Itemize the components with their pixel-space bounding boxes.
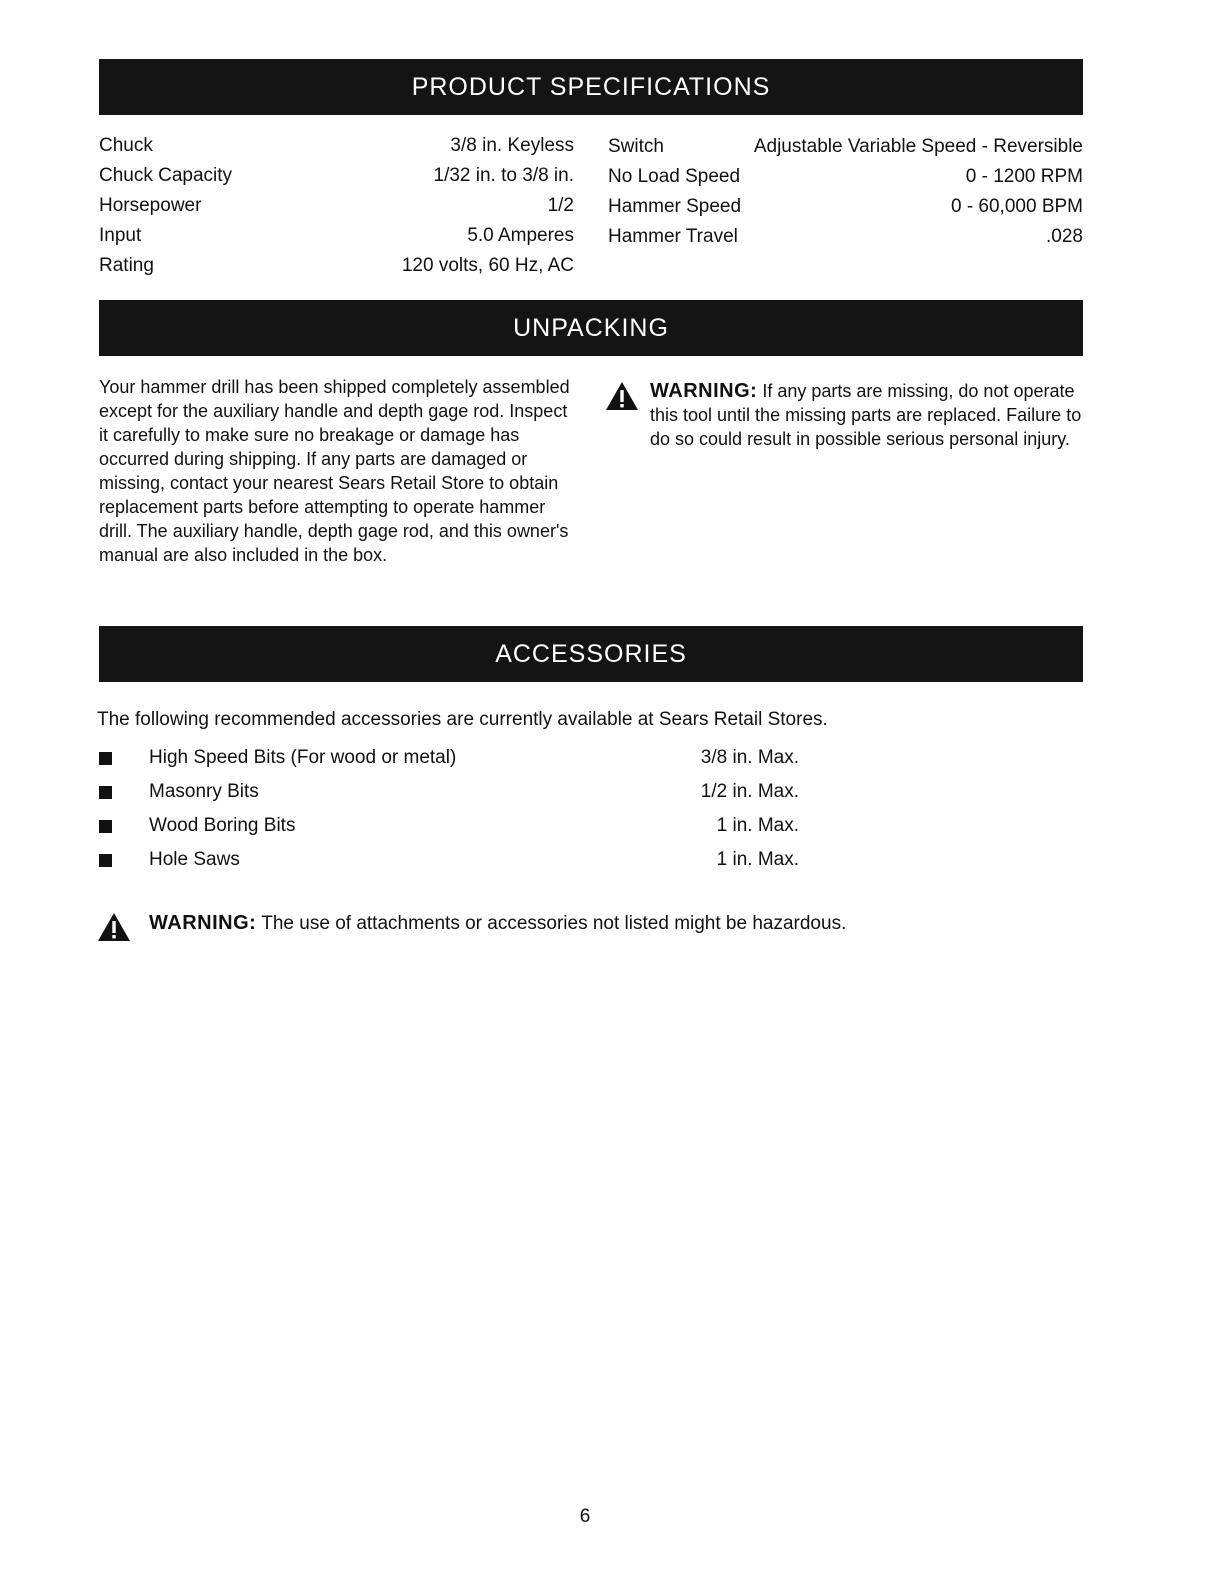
square-bullet-icon [99, 854, 112, 867]
spec-row [99, 131, 574, 161]
square-bullet-icon [99, 820, 112, 833]
spec-label: Input [99, 225, 142, 246]
spec-value: 3/8 in. Keyless [450, 135, 574, 156]
unpacking-warning [650, 379, 1090, 451]
accessories-list [97, 741, 817, 877]
spec-row [608, 162, 1083, 192]
spec-label: Horsepower [99, 195, 202, 216]
accessory-size: 1 in. Max. [716, 849, 799, 870]
accessories-intro: The following recommended accessories are currently available at Sears Retail Stores. [97, 709, 828, 730]
spec-row [99, 191, 574, 221]
spec-label: Rating [99, 255, 154, 276]
list-item [97, 843, 817, 877]
list-item [97, 809, 817, 843]
spec-value: 1/32 in. to 3/8 in. [433, 165, 574, 186]
spec-value: Adjustable Variable Speed - Reversible [753, 136, 1083, 157]
warning-label: WARNING: [650, 380, 758, 402]
spec-row [99, 221, 574, 251]
spec-label: Chuck Capacity [99, 165, 233, 186]
warning-triangle-icon [605, 381, 639, 411]
warning-text: If any parts are missing, do not operate this tool until the missing parts are replaced. Failure to do so could result in possible serious personal injury. [650, 381, 1082, 449]
accessories-heading: ACCESSORIES [99, 626, 1083, 682]
spec-table-right [608, 132, 1083, 252]
spec-value: 0 - 60,000 BPM [950, 196, 1083, 217]
accessory-name: Wood Boring Bits [149, 815, 296, 836]
spec-value: 120 volts, 60 Hz, AC [401, 255, 574, 276]
warning-text: The use of attachments or accessories not listed might be hazardous. [256, 913, 847, 934]
square-bullet-icon [99, 752, 112, 765]
spec-label: Chuck [99, 135, 153, 156]
accessory-name: Masonry Bits [149, 781, 259, 802]
spec-value: 0 - 1200 RPM [965, 166, 1083, 187]
spec-value: 1/2 [547, 195, 574, 216]
square-bullet-icon [99, 786, 112, 799]
warning-label: WARNING: [149, 912, 257, 934]
accessory-size: 1 in. Max. [716, 815, 799, 836]
spec-row [608, 132, 1083, 162]
spec-label: Switch [608, 136, 664, 157]
spec-row [99, 251, 574, 281]
accessory-name: Hole Saws [149, 849, 240, 870]
spec-table-left [99, 131, 574, 281]
spec-label: No Load Speed [608, 166, 741, 187]
unpacking-heading: UNPACKING [99, 300, 1083, 356]
page-number: 6 [579, 1506, 591, 1527]
accessories-warning [149, 910, 846, 937]
list-item [97, 775, 817, 809]
unpacking-body: Your hammer drill has been shipped completely assembled except for the auxiliary handle and depth gage rod. Inspect it carefully to make sure no breakage or damage has occurred during shipping. If any parts are damaged or missing, contact your nearest Sears Retail Store to obtain replacement parts before attempting to operate hammer drill. The auxiliary handle, depth gage rod, and this owner's manual are also included in the box. [99, 377, 570, 565]
spec-row [99, 161, 574, 191]
accessory-name: High Speed Bits (For wood or metal) [149, 747, 457, 768]
accessory-size: 3/8 in. Max. [700, 747, 799, 768]
warning-triangle-icon [97, 912, 131, 942]
spec-label: Hammer Travel [608, 226, 738, 247]
spec-value: 5.0 Amperes [467, 225, 574, 246]
spec-row [608, 192, 1083, 222]
specifications-heading: PRODUCT SPECIFICATIONS [99, 59, 1083, 115]
spec-label: Hammer Speed [608, 196, 742, 217]
accessory-size: 1/2 in. Max. [700, 781, 799, 802]
spec-value: .028 [1046, 226, 1083, 247]
list-item [97, 741, 817, 775]
spec-row [608, 222, 1083, 252]
